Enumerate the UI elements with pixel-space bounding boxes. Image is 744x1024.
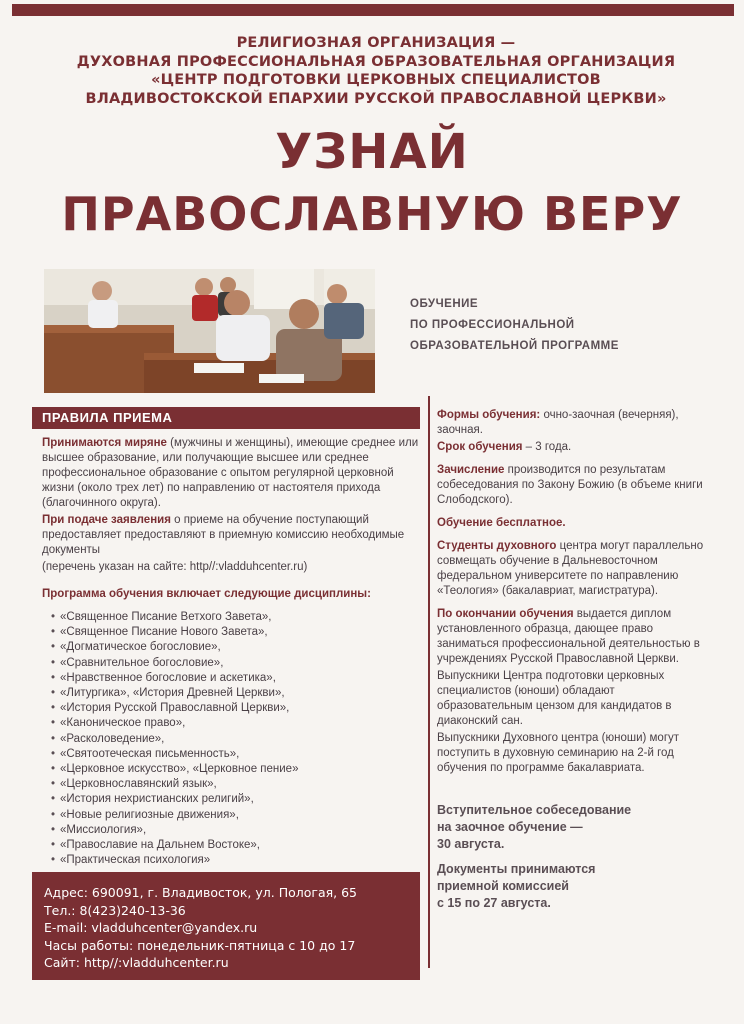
- documents-line-3: с 15 по 27 августа.: [437, 896, 551, 910]
- free-education-bold: Обучение бесплатное.: [437, 517, 566, 529]
- list-item: • «Каноническое право»,: [60, 716, 420, 731]
- program-caption-line-1: ОБУЧЕНИЕ: [410, 298, 479, 310]
- list-item: • «История нехристианских религий»,: [60, 792, 420, 807]
- list-item: • «Новые религиозные движения»,: [60, 808, 420, 823]
- study-forms: [437, 408, 707, 438]
- list-item: • «Священное Писание Ветхого Завета»,: [60, 610, 420, 625]
- graduation-info: [437, 607, 707, 667]
- documents-line-1: Документы принимаются: [437, 862, 596, 876]
- study-forms-text: очно-заочная (вечерняя), заочная.: [437, 409, 679, 436]
- study-forms-bold: Формы обучения:: [437, 409, 541, 421]
- study-term-text: – 3 года.: [522, 441, 572, 453]
- contacts-block: [32, 872, 420, 980]
- interview-line-2: на заочное обучение —: [437, 820, 583, 834]
- headline-line-1: УЗНАЙ: [275, 124, 469, 180]
- headline-line-2: ПРАВОСЛАВНУЮ ВЕРУ: [61, 187, 683, 241]
- interview-date: [437, 802, 707, 853]
- program-caption-line-3: ОБРАЗОВАТЕЛЬНОЙ ПРОГРАММЕ: [410, 340, 619, 352]
- admission-rules-heading: ПРАВИЛА ПРИЕМА: [32, 407, 420, 429]
- contact-phone: Тел.: 8(423)240-13-36: [44, 902, 186, 918]
- contact-site: Сайт: http//:vladduhcenter.ru: [44, 955, 229, 970]
- enrollment-bold: Зачисление: [437, 464, 505, 476]
- rules-laity-text: (мужчины и женщины), имеющие среднее или высшее образование, или получающие высшее или среднее профессиональное образование с опытом регулярной церковной жизни (около трех лет) по направлению от настоятеля прихода (благочинного округа).: [42, 437, 419, 509]
- list-item: • «Расколоведение»,: [60, 732, 420, 747]
- list-item: • «Литургика», «История Древней Церкви»,: [60, 686, 420, 701]
- students-bold: Студенты духовного: [437, 540, 557, 552]
- disciplines-list: [42, 610, 420, 868]
- program-caption-line-2: ПО ПРОФЕССИОНАЛЬНОЙ: [410, 319, 575, 331]
- org-line-1: РЕЛИГИОЗНАЯ ОРГАНИЗАЦИЯ —: [236, 35, 516, 51]
- org-line-3: «ЦЕНТР ПОДГОТОВКИ ЦЕРКОВНЫХ СПЕЦИАЛИСТОВ: [151, 72, 601, 88]
- contact-email: E-mail: vladduhcenter@yandex.ru: [44, 920, 258, 935]
- documents-line-2: приемной комиссией: [437, 879, 569, 893]
- org-line-4: ВЛАДИВОСТОКСКОЙ ЕПАРХИИ РУССКОЙ ПРАВОСЛАВНОЙ ЦЕРКВИ»: [85, 90, 667, 107]
- study-term: [437, 440, 707, 455]
- list-item: • «Церковное искусство», «Церковное пение»: [60, 762, 420, 777]
- rules-application-bold: При подаче заявления: [42, 514, 171, 526]
- classroom-photo: [44, 269, 375, 393]
- interview-line-3: 30 августа.: [437, 837, 505, 851]
- list-item: • «Догматическое богословие»,: [60, 640, 420, 655]
- list-item: • «Православие на Дальнем Востоке»,: [60, 838, 420, 853]
- list-item: • «Практическая психология»: [60, 853, 420, 868]
- documents-dates: [437, 861, 707, 912]
- study-term-bold: Срок обучения: [437, 441, 523, 453]
- program-caption: [410, 294, 710, 357]
- rules-application-text: о приеме на обучение поступающий предоставляет предоставляют в приемную комиссию необходимые документы: [42, 514, 405, 556]
- list-item: • «Церковнославянский язык»,: [60, 777, 420, 792]
- interview-line-1: Вступительное собеседование: [437, 803, 632, 817]
- disciplines-heading: Программа обучения включает следующие дисциплины:: [42, 588, 371, 600]
- rules-paragraph-application: [42, 513, 420, 558]
- graduation-text: выдается диплом установленного образца, дающее право заниматься профессиональной деятельностью в учреждениях Русской Православной Церкви.: [437, 608, 700, 665]
- organization-name: [20, 34, 732, 108]
- list-item: • «Нравственное богословие и аскетика»,: [60, 671, 420, 686]
- graduates-deacon-info: Выпускники Центра подготовки церковных специалистов (юноши) обладают образовательным цензом для кандидатов в диаконский сан.: [437, 670, 672, 727]
- contact-address: Адрес: 690091, г. Владивосток, ул. Пологая, 65: [44, 885, 357, 900]
- study-info-column: [437, 408, 707, 920]
- rules-documents-note: (перечень указан на сайте: http//:vladduhcenter.ru): [42, 561, 308, 573]
- column-divider: [428, 396, 430, 968]
- students-info: [437, 539, 707, 599]
- enrollment-info: [437, 463, 707, 508]
- list-item: • «Святоотеческая письменность»,: [60, 747, 420, 762]
- rules-laity-bold: Принимаются миряне: [42, 437, 167, 449]
- contact-hours: Часы работы: понедельник-пятница с 10 до 17: [44, 937, 356, 953]
- list-item: • «Сравнительное богословие»,: [60, 656, 420, 671]
- free-education: [437, 516, 707, 531]
- list-item: • «История Русской Православной Церкви»,: [60, 701, 420, 716]
- classroom-photo-illustration: [44, 269, 375, 393]
- top-color-band: [12, 4, 734, 16]
- list-item: • «Священное Писание Нового Завета»,: [60, 625, 420, 640]
- graduates-seminary-info: Выпускники Духовного центра (юноши) могут поступить в духовную семинарию на 2-й год обучения по программе бакалавриата.: [437, 732, 680, 774]
- rules-paragraph-laity: [42, 436, 420, 511]
- students-text: центра могут параллельно совмещать обучение в Дальневосточном федеральном университете по направлению «Теология» (бакалавриат, магистратура).: [437, 540, 704, 597]
- org-line-2: ДУХОВНАЯ ПРОФЕССИОНАЛЬНАЯ ОБРАЗОВАТЕЛЬНАЯ ОРГАНИЗАЦИЯ: [76, 53, 676, 70]
- list-item: • «Миссиология»,: [60, 823, 420, 838]
- graduation-bold: По окончании обучения: [437, 608, 574, 620]
- enrollment-text: производится по результатам собеседования по Закону Божию (в объеме книги Слободского).: [437, 464, 703, 506]
- admission-rules-column: [42, 436, 420, 868]
